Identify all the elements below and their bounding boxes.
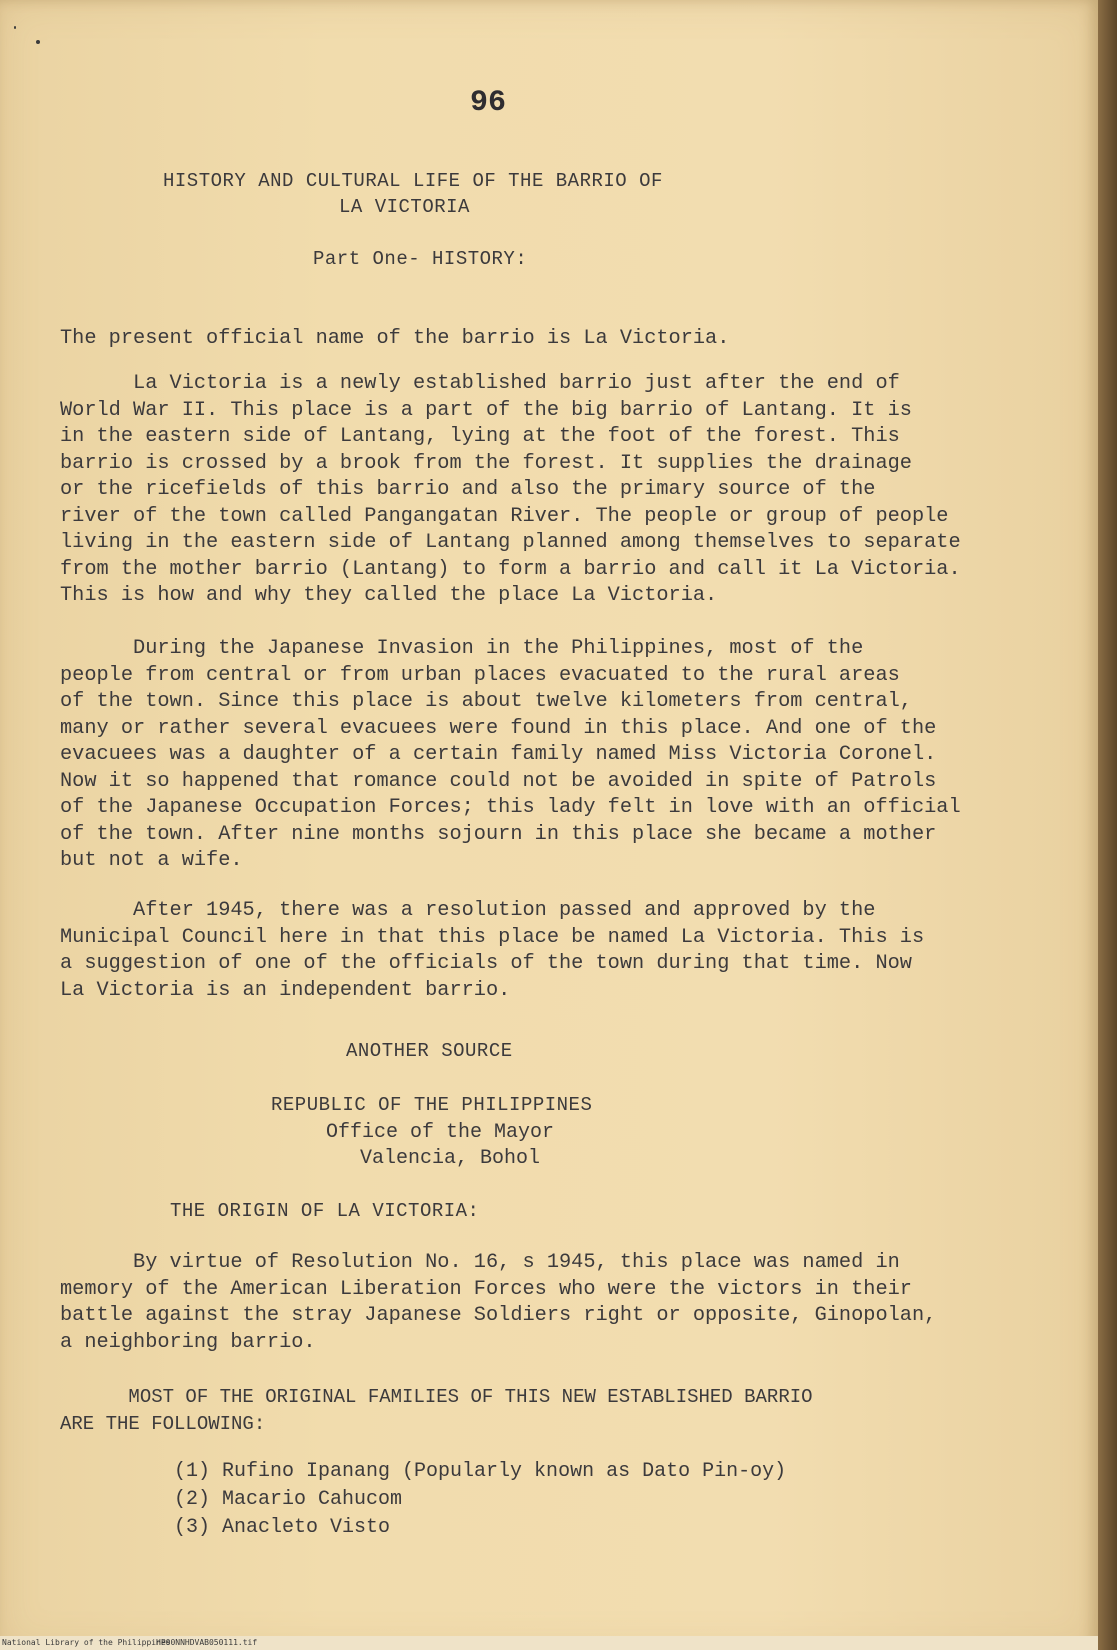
text-line: river of the town called Pangangatan River. The people or group of people (60, 504, 949, 528)
paragraph-origin (60, 1250, 1020, 1356)
text-line: Now it so happened that romance could not be avoided in spite of Patrols (60, 769, 937, 793)
page-number: 96 (470, 86, 507, 120)
list-item: (2) Macario Cahucom (174, 1488, 403, 1511)
text-line: living in the eastern side of Lantang planned among themselves to separate (60, 531, 961, 554)
text-line: ARE THE FOLLOWING: (60, 1412, 266, 1435)
paragraph-resolution-1945 (60, 898, 1020, 1004)
text-line: a neighboring barrio. (60, 1330, 316, 1354)
text-line: of the Japanese Occupation Forces; this lady felt in love with an official (60, 796, 961, 819)
text-line: barrio is crossed by a brook from the forest. It supplies the drainage (60, 451, 912, 475)
origin-heading: THE ORIGIN OF LA VICTORIA: (170, 1200, 480, 1222)
text-line: By virtue of Resolution No. 16, s 1945, this place was named in (60, 1251, 900, 1274)
list-item: (1) Rufino Ipanang (Popularly known as Dato Pin-oy) (174, 1460, 787, 1483)
office-of-the-mayor: Office of the Mayor (326, 1121, 555, 1144)
text-line: During the Japanese Invasion in the Philippines, most of the (60, 637, 864, 660)
text-line: After 1945, there was a resolution passed and approved by the (60, 899, 876, 922)
town-location: Valencia, Bohol (360, 1147, 541, 1170)
text-line: La Victoria is a newly established barrio just after the end of (60, 372, 900, 395)
text-line: in the eastern side of Lantang, lying at the foot of the forest. This (60, 425, 900, 448)
text-line: Municipal Council here in that this place be named La Victoria. This is (60, 925, 925, 949)
text-line: people from central or from urban places evacuated to the rural areas (60, 663, 900, 687)
paragraph-establishment (60, 371, 1020, 610)
families-list (174, 1458, 786, 1542)
text-line: or the ricefields of this barrio and also the primary source of the (60, 478, 876, 501)
text-line: La Victoria is an independent barrio. (60, 978, 511, 1002)
list-item: (3) Anacleto Visto (174, 1516, 391, 1539)
text-line: of the town. Since this place is about twelve kilometers from central, (60, 690, 912, 713)
text-line: memory of the American Liberation Forces who were the victors in their (60, 1277, 912, 1301)
text-line: World War II. This place is a part of the big barrio of Lantang. It is (60, 398, 912, 422)
another-source-heading: ANOTHER SOURCE (346, 1040, 513, 1062)
text-line: The present official name of the barrio is La Victoria. (60, 327, 730, 350)
scan-footer (0, 1636, 1098, 1650)
ink-speck (14, 26, 16, 29)
text-line: This is how and why they called the place La Victoria. (60, 584, 718, 607)
text-line: many or rather several evacuees were found in this place. And one of the (60, 716, 937, 740)
republic-heading: REPUBLIC OF THE PHILIPPINES (271, 1094, 593, 1116)
document-title-line-2: LA VICTORIA (339, 196, 470, 218)
footer-file-id: HP00NNHDVAB050111.tif (156, 1638, 258, 1647)
text-line: a suggestion of one of the officials of the town during that time. Now (60, 952, 912, 975)
part-heading: Part One- HISTORY: (313, 248, 528, 270)
ink-speck (36, 40, 40, 44)
text-line: evacuees was a daughter of a certain family named Miss Victoria Coronel. (60, 743, 937, 766)
text-line: from the mother barrio (Lantang) to form a barrio and call it La Victoria. (60, 557, 961, 581)
book-binding-edge (1098, 0, 1117, 1650)
text-line: of the town. After nine months sojourn in this place she became a mother (60, 822, 937, 846)
text-line: MOST OF THE ORIGINAL FAMILIES OF THIS NEW ESTABLISHED BARRIO (60, 1386, 813, 1408)
families-heading (60, 1384, 1020, 1437)
document-title-line-1: HISTORY AND CULTURAL LIFE OF THE BARRIO OF (163, 170, 663, 192)
text-line: battle against the stray Japanese Soldiers right or opposite, Ginopolan, (60, 1304, 937, 1327)
paragraph-official-name (60, 326, 1020, 353)
text-line: but not a wife. (60, 849, 243, 872)
footer-library-name: National Library of the Philippines (2, 1638, 171, 1647)
paragraph-japanese-invasion (60, 636, 1020, 875)
